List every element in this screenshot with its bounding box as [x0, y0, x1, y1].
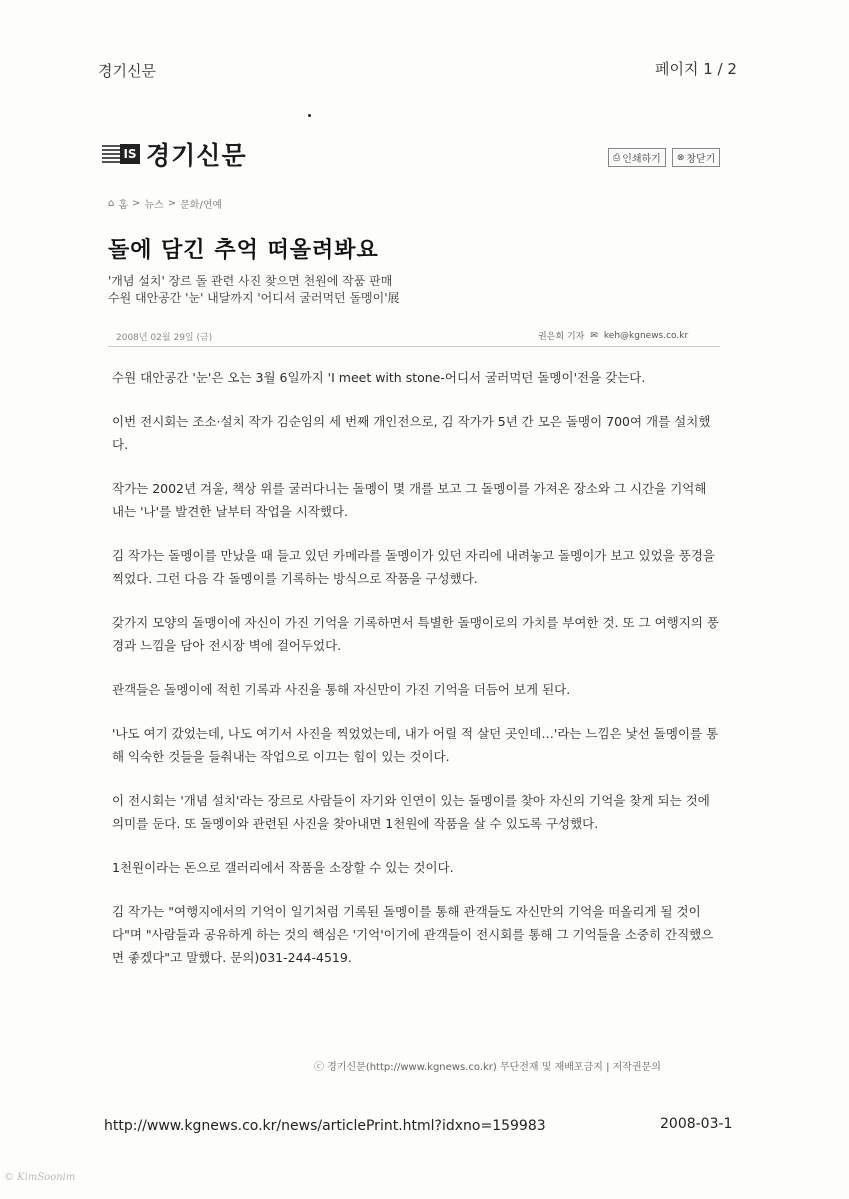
logo-text: 경기신문: [146, 141, 247, 170]
article-paragraph: 작가는 2002년 겨울, 책상 위를 굴러다니는 돌멩이 몇 개를 보고 그 돌멩이를 가져온 장소와 그 시간을 기억해 내는 '나'를 발견한 날부터 작업을 시작했다.: [112, 481, 707, 519]
reporter-email[interactable]: keh@kgnews.co.kr: [603, 330, 689, 341]
breadcrumb-item-news[interactable]: 뉴스: [144, 200, 164, 211]
home-icon: ⌂: [108, 198, 115, 209]
article-paragraph: 김 작가는 "여행지에서의 기억이 일기처럼 기록된 돌멩이를 통해 관객들도 자신만의 기억을 떠올리게 될 것이다"며 "사람들과 공유하게 하는 것의 핵심은 '기억'이기에 관객들이 전시회를 통해 그 기억들을 소중히 간직했으면 좋겠다"고 말했다. 문의)031-244-4519.: [112, 904, 714, 965]
article-title: 돌에 담긴 추억 떠올려봐요: [108, 238, 379, 263]
print-button-label: 인쇄하기: [622, 154, 661, 165]
divider: [108, 346, 720, 347]
print-footer-date: 2008-03-1: [660, 1116, 733, 1132]
article-paragraph: '나도 여기 갔었는데, 나도 여기서 사진을 찍었었는데, 내가 어릴 적 살던 곳인데…'라는 느낌은 낯선 돌멩이를 통해 익숙한 것들을 들춰내는 작업으로 이끄는 힘이 있는 것이다.: [112, 726, 719, 764]
email-icon: ✉: [590, 330, 598, 341]
article-paragraph: 이번 전시회는 조소·설치 작가 김순임의 세 번째 개인전으로, 김 작가가 5년 간 모은 돌맹이 700여 개를 설치했다.: [112, 414, 711, 452]
article-subtitle-1: '개념 설치' 장르 돌 관련 사진 찾으면 천원에 작품 판매: [108, 274, 393, 288]
copyright-notice: ⓒ 경기신문(http://www.kgnews.co.kr) 무단전재 및 재배포금지 | 저작권문의: [314, 1062, 661, 1073]
newspaper-logo: [102, 136, 247, 172]
close-icon: ⊗: [676, 152, 685, 163]
scan-speck: [308, 114, 311, 117]
print-button[interactable]: [608, 148, 666, 167]
close-button-label: 창닫기: [686, 154, 716, 165]
reporter-name: 권은희 기자: [538, 332, 585, 342]
breadcrumb-item-home[interactable]: 홈: [118, 200, 129, 211]
breadcrumb: [108, 196, 222, 211]
watermark: © KimSoonim: [4, 1172, 76, 1183]
article-byline: [538, 329, 688, 342]
printer-icon: ⎙: [613, 152, 621, 163]
breadcrumb-separator: >: [167, 198, 177, 209]
article-paragraph: 수원 대안공간 '눈'은 오는 3월 6일까지 'I meet with stone-어디서 굴러먹던 돌멩이'전을 갖는다.: [112, 370, 646, 385]
article-toolbar: [608, 148, 720, 167]
breadcrumb-separator: >: [132, 198, 141, 209]
article-paragraph: 김 작가는 돌멩이를 만났을 때 들고 있던 카메라를 돌멩이가 있던 자리에 내려놓고 돌멩이가 보고 있었을 풍경을 찍었다. 그런 다음 각 돌멩이를 기록하는 방식으로 작품을 구성했다.: [112, 548, 715, 586]
article-paragraph: 1천원이라는 돈으로 갤러리에서 작품을 소장할 수 있는 것이다.: [112, 860, 454, 875]
article-date: 2008년 02월 29일 (금): [116, 333, 213, 343]
article-subtitle-2: 수원 대안공간 '눈' 내달까지 '어디서 굴러먹던 돌멩이'展: [108, 291, 400, 305]
article-body: [112, 366, 720, 990]
close-window-button[interactable]: [672, 148, 721, 167]
logo-mark-icon: IS: [102, 142, 142, 166]
print-footer-url: http://www.kgnews.co.kr/news/articlePrint.html?idxno=159983: [104, 1118, 546, 1134]
article-paragraph: 관객들은 돌멩이에 적힌 기록과 사진을 통해 자신만이 가진 기억을 더듬어 보게 된다.: [112, 682, 571, 697]
article-paragraph: 갖가지 모양의 돌맹이에 자신이 가진 기억을 기록하면서 특별한 돌맹이로의 가치를 부여한 것. 또 그 여행지의 풍경과 느낌을 담아 전시장 벽에 걸어두었다.: [112, 615, 719, 653]
print-header-page: 페이지 1 / 2: [655, 60, 737, 78]
article-paragraph: 이 전시회는 '개념 설치'라는 장르로 사람들이 자기와 인연이 있는 돌멩이를 찾아 자신의 기억을 찾게 되는 것에 의미를 둔다. 또 돌멩이와 관련된 사진을 찾아내면 1천원에 작품을 살 수 있도록 구성했다.: [112, 793, 710, 831]
print-header-site: 경기신문: [98, 62, 156, 80]
breadcrumb-item-culture[interactable]: 문화/연예: [180, 200, 223, 211]
